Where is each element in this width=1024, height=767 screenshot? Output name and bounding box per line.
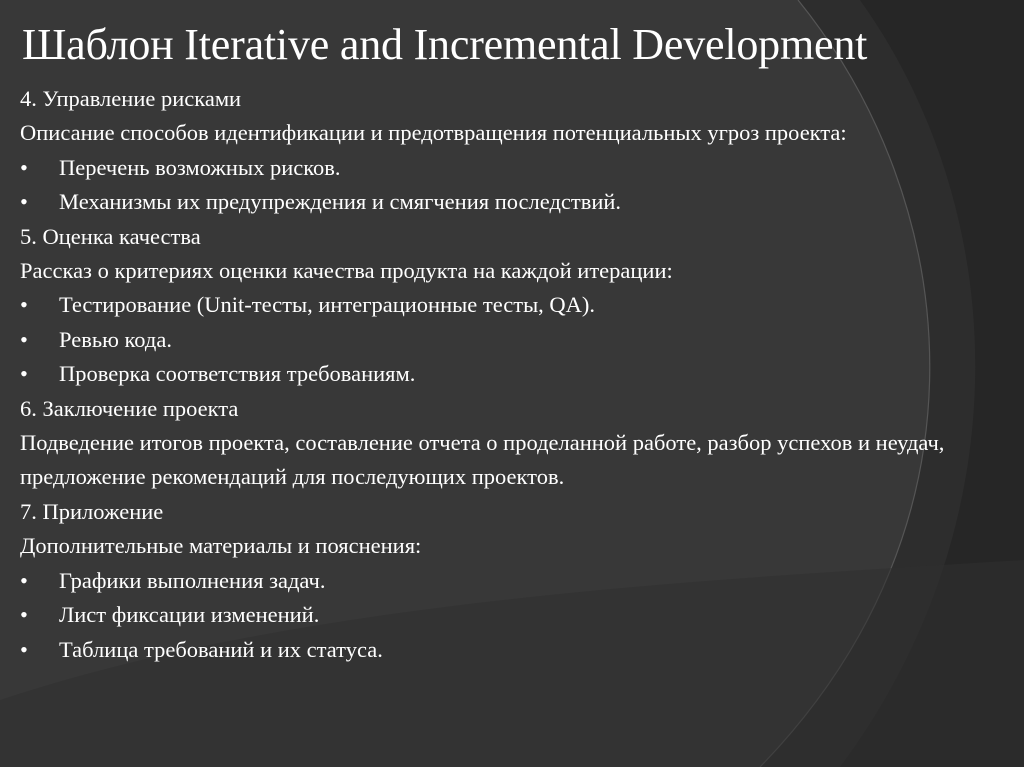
section-heading: 5. Оценка качества [20, 223, 201, 249]
bullet-item: • Графики выполнения задач. [20, 564, 1000, 598]
bullet-item: • Проверка соответствия требованиям. [20, 357, 1000, 391]
bullet-item: • Лист фиксации изменений. [20, 598, 1000, 632]
bullet-item: • Тестирование (Unit-тесты, интеграционные тесты, QA). [20, 288, 1000, 322]
slide-content [20, 82, 1000, 667]
section-heading: 6. Заключение проекта [20, 395, 239, 421]
bullet-item: • Перечень возможных рисков. [20, 151, 1000, 185]
section-heading: 4. Управление рисками [20, 86, 242, 111]
section-description: Описание способов идентификации и предотвращения потенциальных угроз проекта: [20, 120, 847, 146]
bullet-item: • Таблица требований и их статуса. [20, 633, 1000, 667]
bullet-item: • Механизмы их предупреждения и смягчения последствий. [20, 185, 1000, 219]
section-description: Рассказ о критериях оценки качества продукта на каждой итерации: [20, 258, 673, 284]
section-heading: 7. Приложение [20, 498, 164, 524]
slide-title: Шаблон Iterative and Incremental Development [22, 20, 868, 69]
section-description: Подведение итогов проекта, составление отчета о проделанной работе, разбор успехов и неудач, предложение рекомендаций для последующих проектов. [20, 430, 945, 490]
section-description: Дополнительные материалы и пояснения: [20, 533, 422, 559]
bullet-item: • Ревью кода. [20, 323, 1000, 357]
